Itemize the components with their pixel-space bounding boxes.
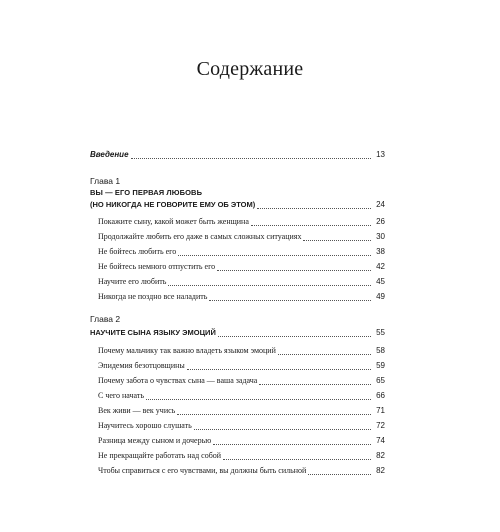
toc-entry-label: Не бойтесь любить его <box>98 247 177 256</box>
toc-entry-intro[interactable] <box>90 148 385 162</box>
leader-dots <box>209 299 371 301</box>
leader-dots <box>187 368 371 370</box>
page-title: Содержание <box>196 58 304 80</box>
toc-entry[interactable] <box>98 449 385 463</box>
toc-entry-page: 38 <box>376 247 385 256</box>
toc-entry-page: 82 <box>376 451 385 460</box>
toc-entry-label: Не прекращайте работать над собой <box>98 451 222 460</box>
leader-dots <box>146 398 371 400</box>
leader-dots <box>278 353 371 355</box>
toc-entry-page: 74 <box>376 436 385 445</box>
leader-dots <box>177 413 371 415</box>
leader-dots <box>251 224 371 226</box>
leader-dots <box>213 443 371 445</box>
toc-entry-page: 55 <box>376 328 385 337</box>
toc-entry[interactable] <box>98 389 385 403</box>
toc-entry-label: Почему забота о чувствах сына — ваша задача <box>98 376 258 385</box>
toc-entry-page: 42 <box>376 262 385 271</box>
toc-entry-label: Научите его любить <box>98 277 167 286</box>
toc-entry-label: Разница между сыном и дочерью <box>98 436 212 445</box>
chapter-title[interactable]: ВЫ — ЕГО ПЕРВАЯ ЛЮБОВЬ <box>90 188 203 197</box>
toc-entry-label: Эпидемия безотцовщины <box>98 361 185 370</box>
toc-entry[interactable] <box>98 464 385 478</box>
toc-entry[interactable] <box>98 359 385 373</box>
toc-entry-label: Никогда не поздно все наладить <box>98 292 208 301</box>
toc-entry[interactable] <box>98 245 385 259</box>
toc-entry-label: Продолжайте любить его даже в самых сложных ситуациях <box>98 232 302 241</box>
toc-entry-label: С чего начать <box>98 391 145 400</box>
leader-dots <box>194 428 371 430</box>
toc-entry-page: 66 <box>376 391 385 400</box>
toc-entry[interactable] <box>98 404 385 418</box>
toc-entry-page: 30 <box>376 232 385 241</box>
leader-dots <box>308 473 371 475</box>
toc-entry-label: Научитесь хорошо слушать <box>98 421 192 430</box>
toc-entry-page: 82 <box>376 466 385 475</box>
toc-entry[interactable] <box>98 275 385 289</box>
toc-entry-page: 59 <box>376 361 385 370</box>
toc-entry-page: 58 <box>376 346 385 355</box>
toc-entry-page: 24 <box>376 200 385 209</box>
toc-entry-page: 26 <box>376 217 385 226</box>
leader-dots <box>168 284 371 286</box>
toc-entry-page: 49 <box>376 292 385 301</box>
toc-entry[interactable] <box>98 434 385 448</box>
toc-entry-page: 65 <box>376 376 385 385</box>
toc-entry[interactable] <box>98 344 385 358</box>
toc-entry-label: Почему мальчику так важно владеть языком эмоций <box>98 346 276 355</box>
chapter-label: Глава 2 <box>90 314 121 324</box>
toc-entry-label: Чтобы справиться с его чувствами, вы должны быть сильной <box>98 466 307 475</box>
leader-dots <box>259 383 371 385</box>
toc-entry[interactable] <box>98 374 385 388</box>
toc-entry-page: 13 <box>376 150 385 159</box>
toc-entry-label: Введение <box>90 150 129 159</box>
toc-entry-chapter[interactable] <box>90 198 385 212</box>
toc-entry-label: Не бойтесь немного отпустить его <box>98 262 216 271</box>
toc-entry[interactable] <box>98 230 385 244</box>
toc-entry-chapter[interactable] <box>90 326 385 340</box>
leader-dots <box>178 254 371 256</box>
toc-entry[interactable] <box>98 260 385 274</box>
leader-dots <box>217 269 371 271</box>
leader-dots <box>223 458 371 460</box>
leader-dots <box>218 335 371 337</box>
toc-entry-label: Век живи — век учись <box>98 406 176 415</box>
toc-entry[interactable] <box>98 215 385 229</box>
toc-entry-page: 72 <box>376 421 385 430</box>
toc-entry[interactable] <box>98 419 385 433</box>
leader-dots <box>131 157 371 159</box>
toc-entry[interactable] <box>98 290 385 304</box>
chapter-label: Глава 1 <box>90 176 121 186</box>
toc-entry-page: 45 <box>376 277 385 286</box>
toc-entry-label: Покажите сыну, какой может быть женщина <box>98 217 249 226</box>
toc-entry-label: НАУЧИТЕ СЫНА ЯЗЫКУ ЭМОЦИЙ <box>90 328 216 337</box>
leader-dots <box>257 207 371 209</box>
leader-dots <box>303 239 371 241</box>
toc-entry-page: 71 <box>376 406 385 415</box>
toc-entry-label: (НО НИКОГДА НЕ ГОВОРИТЕ ЕМУ ОБ ЭТОМ) <box>90 200 256 209</box>
